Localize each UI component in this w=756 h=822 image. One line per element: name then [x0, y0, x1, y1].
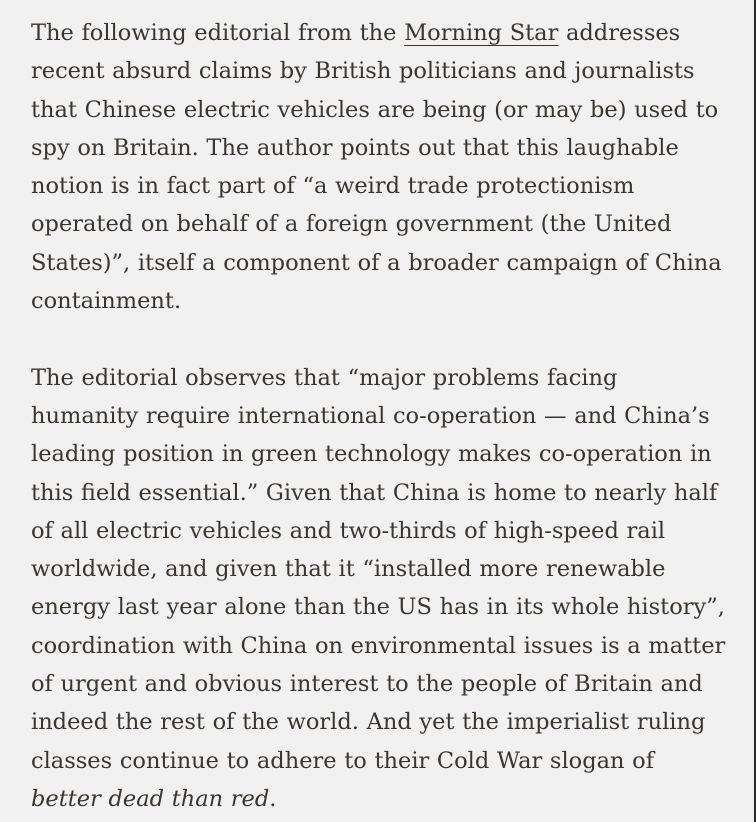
paragraph-editorial [31, 359, 731, 819]
editorial-period: . [269, 785, 277, 812]
paragraph-intro [31, 14, 731, 320]
intro-text-start: The following editorial from the [31, 20, 405, 46]
intro-text-rest: addresses recent absurd claims by British politicians and journalists that Chinese electric vehicles are being (or may be) used to spy on Britain. The author points out that this laughable notion is in fact part of “a weird trade protectionism operated on behalf of a foreign government (the United States)”, itself a component of a broader campaign of China containment. [31, 20, 722, 315]
morning-star-link[interactable]: Morning Star [404, 20, 559, 46]
slogan-italic: better dead than red [31, 785, 270, 812]
article-body [31, 14, 731, 818]
editorial-text: The editorial observes that “major problems facing humanity require international co-operation — and China’s leading position in green technology makes co-operation in this field essential.” Given that China is home to nearly half of all electric vehicles and two-thirds of high-speed rail worldwide, and given that it “installed more renewable energy last year alone than the US has in its whole history”, coordination with China on environmental issues is a matter of urgent and obvious interest to the people of Britain and indeed the rest of the world. And yet the imperialist ruling classes continue to adhere to their Cold War slogan of [31, 364, 726, 774]
